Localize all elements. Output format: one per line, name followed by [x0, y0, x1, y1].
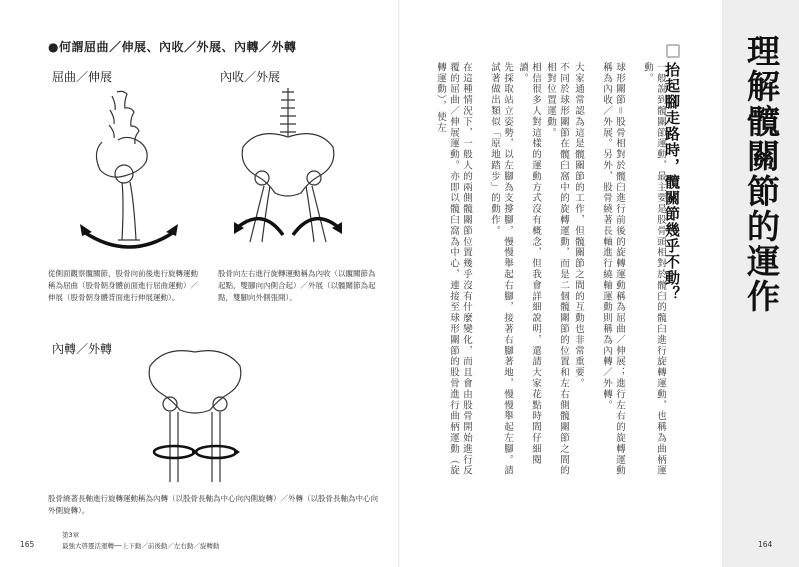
- hip-front-view-illustration: [228, 82, 348, 252]
- footer-chapter: 第3章: [62, 531, 80, 539]
- question-heading: 抬起腳走路時，髖關節幾乎不動？: [663, 62, 681, 302]
- paragraph-6: 先採取站立姿勢，以左腳為支撐腳，慢慢舉起右腳，接著右腳著地，慢慢舉起左腳。請試著做出類似「原地踏步」的動作。: [489, 62, 513, 477]
- paragraph-5: 相信很多人對這樣的運動方式沒有概念，但我會詳細說明，還請大家花點時間仔細閱讀。: [517, 62, 541, 466]
- main-title: 理解髖關節的運作: [742, 34, 781, 314]
- hip-side-view-illustration: [72, 82, 182, 252]
- paragraph-1: 一般說到髖關節運動，最主要是股骨頭相對於髖臼的髖臼進行旋轉運動，也稱為曲柄運動。: [642, 62, 666, 477]
- question-marker-icon: [666, 44, 680, 58]
- paragraph-2: 球形關節＝股骨相對於髖臼進行前後的旋轉運動稱為屈曲／伸展；進行左右的旋轉運動稱為內收／外展。另外，股骨繞著長軸進行繞軸運動則稱為內轉／外轉。: [601, 62, 625, 477]
- paragraph-4: 不同於球形關節在髖臼窩中的旋轉運動，而是二個髖關節的位置和左右側髖關節之間的相對位置運動。: [545, 62, 569, 477]
- fig1-caption: 從側面觀察髖關節，股骨向前後進行旋轉運動稱為屈曲（股骨朝身體前面進行屈曲運動）／伸展（股骨朝身體背面進行伸展運動）。: [48, 269, 198, 302]
- fig3-label: 內轉／外轉: [52, 342, 113, 356]
- paragraph-7: 在這種情況下，一般人的兩側髖關節位置幾乎沒有什麼變化，而且會由股骨開始進行反覆的屈曲／伸展運動。亦即以髖臼窩為中心，連接至球形關節的股骨進行曲柄運動（旋轉運動），使左: [435, 62, 472, 477]
- page-number-left: 165: [20, 540, 35, 549]
- footer-title: 最強大啓靈活運轉──上下動／前後動／左右動／旋轉動: [62, 542, 220, 550]
- right-page: [400, 0, 799, 567]
- page-number-right: 164: [758, 540, 773, 549]
- hip-rotation-illustration: [140, 348, 250, 488]
- fig2-label: 內收／外展: [220, 70, 281, 84]
- fig3-caption: 股骨繞著長軸進行旋轉運動稱為內轉（以股骨長軸為中心向內側旋轉）／外轉（以股骨長軸為中心向外側旋轉）。: [48, 494, 378, 515]
- section-title: ●何謂屈曲／伸展、內收／外展、內轉／外轉: [48, 40, 297, 54]
- fig2-caption: 股骨向左右進行旋轉運動稱為內收（以髖關節為起點，雙腳向內側合起）／外展（以髖關節為起點，雙腳向外側張開）。: [218, 269, 376, 302]
- fig1-label: 屈曲／伸展: [52, 70, 113, 84]
- paragraph-3: 大家通常認為這是髖關節的工作，但髖關節之間的互動也非常重要。: [573, 62, 584, 389]
